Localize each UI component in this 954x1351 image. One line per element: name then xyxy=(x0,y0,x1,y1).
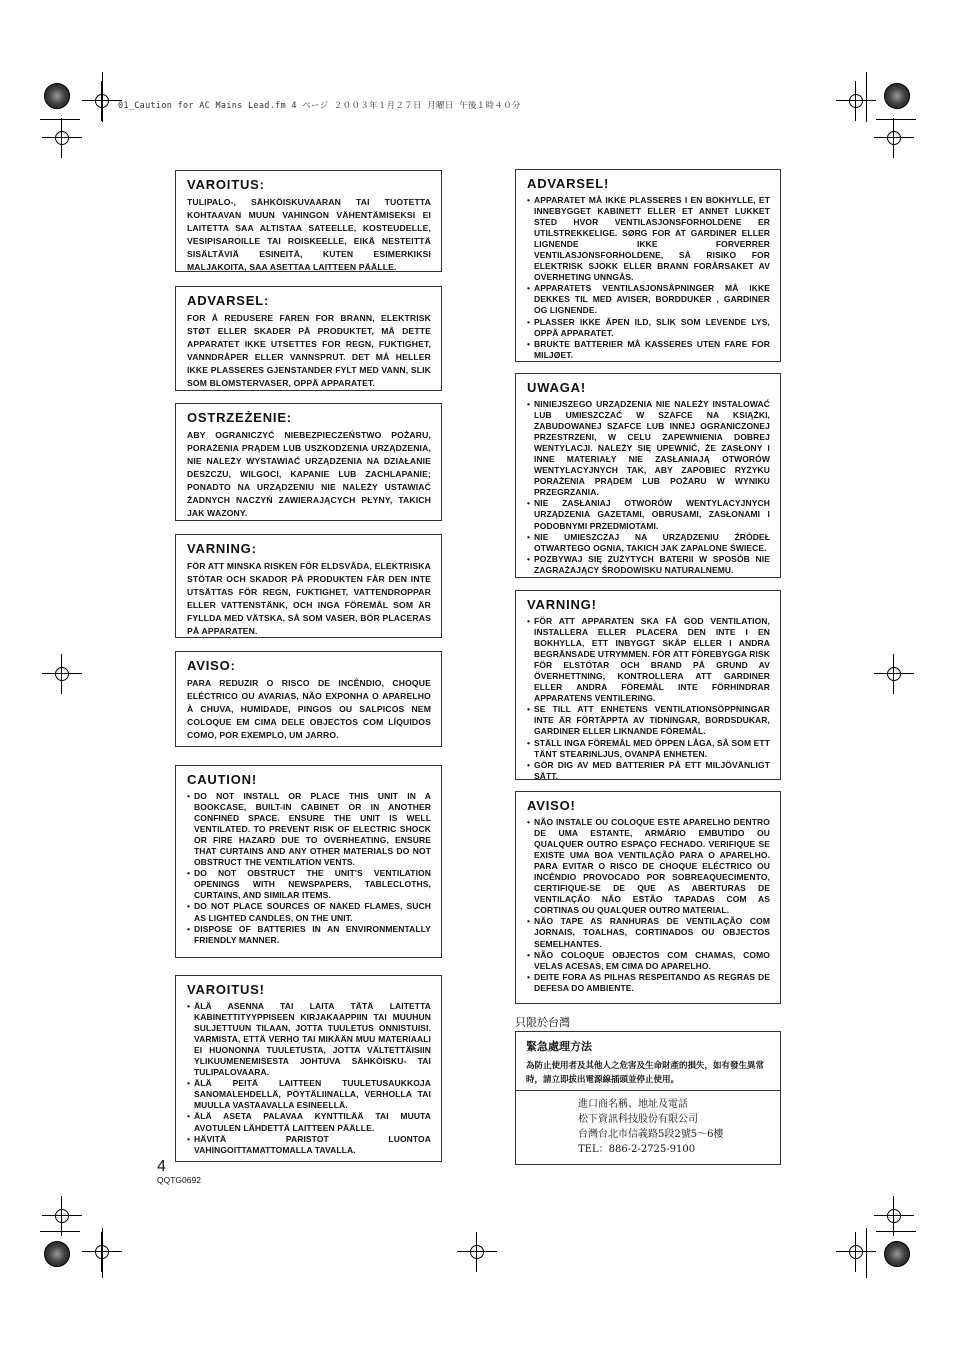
registration-disc-icon xyxy=(44,83,70,109)
caution-item: • NIE UMIESZCZAJ NA URZĄDZENIU ŹRÓDEŁ OTWARTEGO OGNIA, TAKICH JAK ZAPALONE ŚWIECE. xyxy=(527,532,770,554)
warning-title: ADVARSEL: xyxy=(187,293,270,308)
caution-box-finnish xyxy=(175,975,442,1162)
crosshair-icon xyxy=(874,1196,914,1236)
crop-mark xyxy=(102,72,103,122)
caution-item: • APPARATETS VENTILASJONSÅPNINGER MÅ IKKE DEKKES TIL MED AVISER, BORDDUKER , GARDINER OG LIGNENDE. xyxy=(527,283,770,316)
caution-item: • NINIEJSZEGO URZĄDZENIA NIE NALEŻY INSTALOWAĆ LUB UMIESZCZAĆ W SZAFCE NA KSIĄŻKI, ZABUDOWANEJ SZAFCE LUB INNEJ OGRANICZONEJ PRZESTRZENI, W CELU ZAPEWNIENIA DOBREJ WENTYLACJI. NALEŻY SIĘ UPEWNIĆ, ŻE ZASŁONY I INNE MATERIAŁY NIE ZASŁANIAJĄ OTWORÓW WENTYLACYJNYCH TAK, ABY ZAPOBIEC RYZYKU PORAŻENIA PRĄDEM LUB POŻARU W WYNIKU PRZEGRZANIA. xyxy=(527,399,770,498)
caution-item: • ÄLÄ PEITÄ LAITTEEN TUULETUSAUKKOJA SANOMALEHDELLÄ, PÖYTÄLIINALLA, VERHOLLA TAI MUULLA VASTAAVALLA ESINEELLÄ. xyxy=(187,1078,431,1111)
model-code: QQTG0692 xyxy=(157,1175,201,1185)
warning-title: VAROITUS: xyxy=(187,177,265,192)
caution-item: • NIE ZASŁANIAJ OTWORÓW WENTYLACYJNYCH URZĄDZENIA GAZETAMI, OBRUSAMI, ZASŁONAMI I PODOBNYMI PRZEDMIOTAMI. xyxy=(527,498,770,531)
caution-item: • GÖR DIG AV MED BATTERIER PÅ ETT MILJÖVÄNLIGT SÄTT. xyxy=(527,760,770,782)
crop-mark xyxy=(866,1228,867,1278)
crop-mark xyxy=(40,119,80,120)
caution-item: • APPARATET MÅ IKKE PLASSERES I EN BOKHYLLE, ET INNEBYGGET KABINETT ELLER ET ANNET LUKKET STED HVOR VENTILASJONSFORHOLDENE ER UTILSTREKKELIGE. SØRG FOR AT GARDINER ELLER LIGNENDE IKKE FORVERRER VENTILASJONSFORHOLDENE, SÅ RISIKO FOR ELEKTRISK SJOKK ELLER BRANN FORÅRSAKET AV OVERHETING UNNGÅS. xyxy=(527,195,770,283)
caution-item: • FÖR ATT APPARATEN SKA FÅ GOD VENTILATION, INSTALLERA ELLER PLACERA DEN INTE I EN BOKHYLLA, ETT INBYGGT SKÅP ELLER I ANDRA BEGRÄNSADE UTRYMMEN. FÖR ATT FÖREBYGGA RISK FÖR ELSTÖTAR OCH BRAND PÅ GRUND AV ÖVERHETTNING, KONTROLLERA ATT GARDINER ELLER ANDRA FÖREMÅL INTE FÖRHINDRAR APPARATENS VENTILERING. xyxy=(527,616,770,704)
registration-disc-icon xyxy=(44,1241,70,1267)
crop-mark xyxy=(866,72,867,122)
caution-list xyxy=(187,1001,431,1156)
caution-box-polish xyxy=(515,373,781,578)
caution-box-english xyxy=(175,765,442,958)
importer-name: 松下資訊科技股份有限公司 xyxy=(578,1114,698,1125)
caution-list xyxy=(527,817,770,994)
page-number: 4 xyxy=(157,1158,166,1175)
warning-text: ABY OGRANICZYĆ NIEBEZPIECZEŃSTWO POŻARU, PORAŻENIA PRĄDEM LUB USZKODZENIA URZĄDZENIA, NIE NALEŻY WYSTAWIAĆ URZĄDZENIA NA DZIAŁANIE DESZCZU, WILGOCI, KAPANIE LUB ZACHLAPANIE; PONADTO NA URZĄDZENIU NIE NALEŻY USTAWIAĆ ŻADNYCH NACZYŃ ZAWIERAJĄCYCH PŁYNY, TAKICH JAK WAZONY. xyxy=(187,430,431,518)
caution-box-portuguese xyxy=(515,791,781,1004)
caution-item: • PLASSER IKKE ÅPEN ILD, SLIK SOM LEVENDE LYS, OPPÅ APPARATET. xyxy=(527,317,770,339)
caution-item: • SE TILL ATT ENHETENS VENTILATIONSÖPPNINGAR INTE ÄR FÖRTÄPPTA AV TIDNINGAR, BORDSDUKAR, GARDINER ELLER LIKNANDE FÖREMÅL. xyxy=(527,704,770,737)
warning-box-finnish xyxy=(175,170,442,272)
emergency-text: 為防止使用者及其他人之危害及生命財產的損失，如有發生異常時，請立即拔出電源線插頭並停止使用。 xyxy=(526,1061,765,1085)
caution-list xyxy=(527,195,770,361)
warning-text: FOR Å REDUSERE FAREN FOR BRANN, ELEKTRISK STØT ELLER SKADER PÅ PRODUKTET, MÅ DETTE APPARATET IKKE UTSETTES FOR REGN, FUKTIGHET, VANNDRÅPER ELLER VANNSPRUT. DET MÅ HELLER IKKE PLASSERES GJENSTANDER FYLT MED VANN, SLIK SOM BLOMSTERVASER, OPPÅ APPARATET. xyxy=(187,313,431,388)
crosshair-icon xyxy=(457,1232,497,1272)
caution-title: VARNING! xyxy=(527,597,597,612)
warning-box-portuguese xyxy=(175,651,442,747)
warning-box-norwegian xyxy=(175,286,442,391)
crosshair-icon xyxy=(42,118,82,158)
warning-title: OSTRZEŻENIE: xyxy=(187,410,292,425)
warning-title: VARNING: xyxy=(187,541,257,556)
crop-mark xyxy=(102,1228,103,1278)
taiwan-only-label: 只限於台灣 xyxy=(515,1016,570,1029)
caution-item: • DO NOT PLACE SOURCES OF NAKED FLAMES, SUCH AS LIGHTED CANDLES, ON THE UNIT. xyxy=(187,901,431,923)
emergency-section xyxy=(516,1032,780,1091)
caution-box-norwegian xyxy=(515,169,781,362)
registration-disc-icon xyxy=(884,83,910,109)
caution-item: • NÃO COLOQUE OBJECTOS COM CHAMAS, COMO VELAS ACESAS, EM CIMA DO APARELHO. xyxy=(527,950,770,972)
warning-text: FÖR ATT MINSKA RISKEN FÖR ELDSVÅDA, ELEKTRISKA STÖTAR OCH SKADOR PÅ PRODUKTEN FÅR DEN INTE UTSÄTTAS FÖR REGN, FUKTIGHET, VATTENDROPPAR ELLER VATTENSTÄNK, OCH INGA FÖREMÅL SOM ÄR FYLLDA MED VÄTSKA, SÅ SOM VASER, BÖR PLACERAS PÅ APPARATEN. xyxy=(187,561,431,636)
importer-phone: TEL：886-2-2725-9100 xyxy=(578,1144,696,1155)
importer-heading: 進口商名稱、地址及電話 xyxy=(578,1099,688,1110)
crop-mark xyxy=(876,119,916,120)
crosshair-icon xyxy=(874,118,914,158)
caution-box-swedish xyxy=(515,590,781,780)
caution-list xyxy=(527,399,770,576)
crosshair-icon xyxy=(836,81,876,121)
caution-item: • STÄLL INGA FÖREMÅL MED ÖPPEN LÅGA, SÅ SOM ETT TÄNT STEARINLJUS, OVANPÅ ENHETEN. xyxy=(527,738,770,760)
caution-item: • ÄLÄ ASENNA TAI LAITA TÄTÄ LAITETTA KABINETTITYYPPISEEN KIRJAKAAPPIIN TAI MUUHUN SULJETTUUN TILAAN, JOTTA TUULETUS ONNISTUISI. VARMISTA, ETTÄ VERHO TAI MIKÄÄN MUU MATERIAALI EI HUONONNA TUULETUSTA, JOTTA VÄLTETTÄISIIN YLIKUUMENEMISESTA JOHTUVA SÄHKÖISKU- TAI TULIPALOVAARA. xyxy=(187,1001,431,1078)
caution-item: • DISPOSE OF BATTERIES IN AN ENVIRONMENTALLY FRIENDLY MANNER. xyxy=(187,924,431,946)
caution-title: ADVARSEL! xyxy=(527,176,610,191)
caution-item: • ÄLÄ ASETA PALAVAA KYNTTILÄÄ TAI MUUTA AVOTULEN LÄHDETTÄ LAITTEEN PÄÄLLE. xyxy=(187,1111,431,1133)
caution-title: CAUTION! xyxy=(187,772,257,787)
importer-info xyxy=(516,1091,780,1157)
taiwan-emergency-box xyxy=(515,1031,781,1165)
warning-title: AVISO: xyxy=(187,658,236,673)
caution-item: • DO NOT OBSTRUCT THE UNIT'S VENTILATION OPENINGS WITH NEWSPAPERS, TABLECLOTHS, CURTAINS, AND SIMILAR ITEMS. xyxy=(187,868,431,901)
crosshair-icon xyxy=(836,1232,876,1272)
crosshair-icon xyxy=(874,654,914,694)
warning-text: TULIPALO-, SÄHKÖISKUVAARAN TAI TUOTETTA KOHTAAVAN MUUN VAHINGON VÄHENTÄMISEKSI EI LAITETTA SAA ALTISTAA SATEELLE, KOSTEUDELLE, VESIPISAROILLE TAI ROISKEELLE, EIKÄ NESTEITTÄ SISÄLTÄVIÄ ESINEITÄ, KUTEN ESIMERKIKSI MALJAKOITA, SAA ASETTAA LAITTEEN PÄÄLLE. xyxy=(187,197,431,272)
caution-item: • HÄVITÄ PARISTOT LUONTOA VAHINGOITTAMATTOMALLA TAVALLA. xyxy=(187,1134,431,1156)
caution-item: • NÃO TAPE AS RANHURAS DE VENTILAÇÃO COM JORNAIS, TOALHAS, CORTINADOS OU OBJECTOS SEMELHANTES. xyxy=(527,916,770,949)
caution-item: • DEITE FORA AS PILHAS RESPEITANDO AS REGRAS DE DEFESA DO AMBIENTE. xyxy=(527,972,770,994)
warning-box-polish xyxy=(175,403,442,521)
caution-list xyxy=(527,616,770,782)
registration-disc-icon xyxy=(884,1241,910,1267)
importer-address: 台灣台北市信義路5段2號5～6樓 xyxy=(578,1129,724,1140)
caution-item: • NÃO INSTALE OU COLOQUE ESTE APARELHO DENTRO DE UMA ESTANTE, ARMÁRIO EMBUTIDO OU QUALQUER OUTRO ESPAÇO FECHADO. VERIFIQUE SE EXISTE UMA BOA VENTILAÇÃO PARA O APARELHO. PARA EVITAR O RISCO DE CHOQUE ELÉCTRICO OU INCÊNDIO PROVOCADO POR SOBREAQUECIMENTO, CERTIFIQUE-SE DE QUE AS ABERTURAS DE VENTILAÇÃO NÃO ESTÃO TAPADAS COM AS CORTINAS OU QUALQUER OUTRO MATERIAL. xyxy=(527,817,770,916)
caution-item: • POZBYWAJ SIĘ ZUŻYTYCH BATERII W SPOSÓB NIE ZAGRAŻAJĄCY ŚRODOWISKU NATURALNEMU. xyxy=(527,554,770,576)
caution-title: AVISO! xyxy=(527,798,576,813)
caution-title: UWAGA! xyxy=(527,380,586,395)
crop-mark xyxy=(876,1231,916,1232)
caution-title: VAROITUS! xyxy=(187,982,265,997)
caution-list xyxy=(187,791,431,946)
caution-item: • BRUKTE BATTERIER MÅ KASSERES UTEN FARE FOR MILJØET. xyxy=(527,339,770,361)
crop-mark xyxy=(40,1231,80,1232)
crosshair-icon xyxy=(42,1196,82,1236)
warning-box-swedish xyxy=(175,534,442,638)
emergency-title: 緊急處理方法 xyxy=(526,1040,592,1053)
crosshair-icon xyxy=(42,654,82,694)
caution-item: • DO NOT INSTALL OR PLACE THIS UNIT IN A BOOKCASE, BUILT-IN CABINET OR IN ANOTHER CONFINED SPACE. ENSURE THE UNIT IS WELL VENTILATED. TO PREVENT RISK OF ELECTRIC SHOCK OR FIRE HAZARD DUE TO OVERHEATING, ENSURE THAT CURTAINS AND ANY OTHER MATERIALS DO NOT OBSTRUCT THE VENTILATION VENTS. xyxy=(187,791,431,868)
warning-text: PARA REDUZIR O RISCO DE INCÊNDIO, CHOQUE ELÉCTRICO OU AVARIAS, NÃO EXPONHA O APARELHO À CHUVA, HUMIDADE, PINGOS OU SALPICOS NEM COLOQUE EM CIMA DELE OBJECTOS COM LÍQUIDOS COMO, POR EXEMPLO, UM JARRO. xyxy=(187,678,431,740)
file-header: 01_Caution for AC Mains Lead.fm 4 ページ ２００３年１月２７日 月曜日 午後１時４０分 xyxy=(118,101,521,111)
